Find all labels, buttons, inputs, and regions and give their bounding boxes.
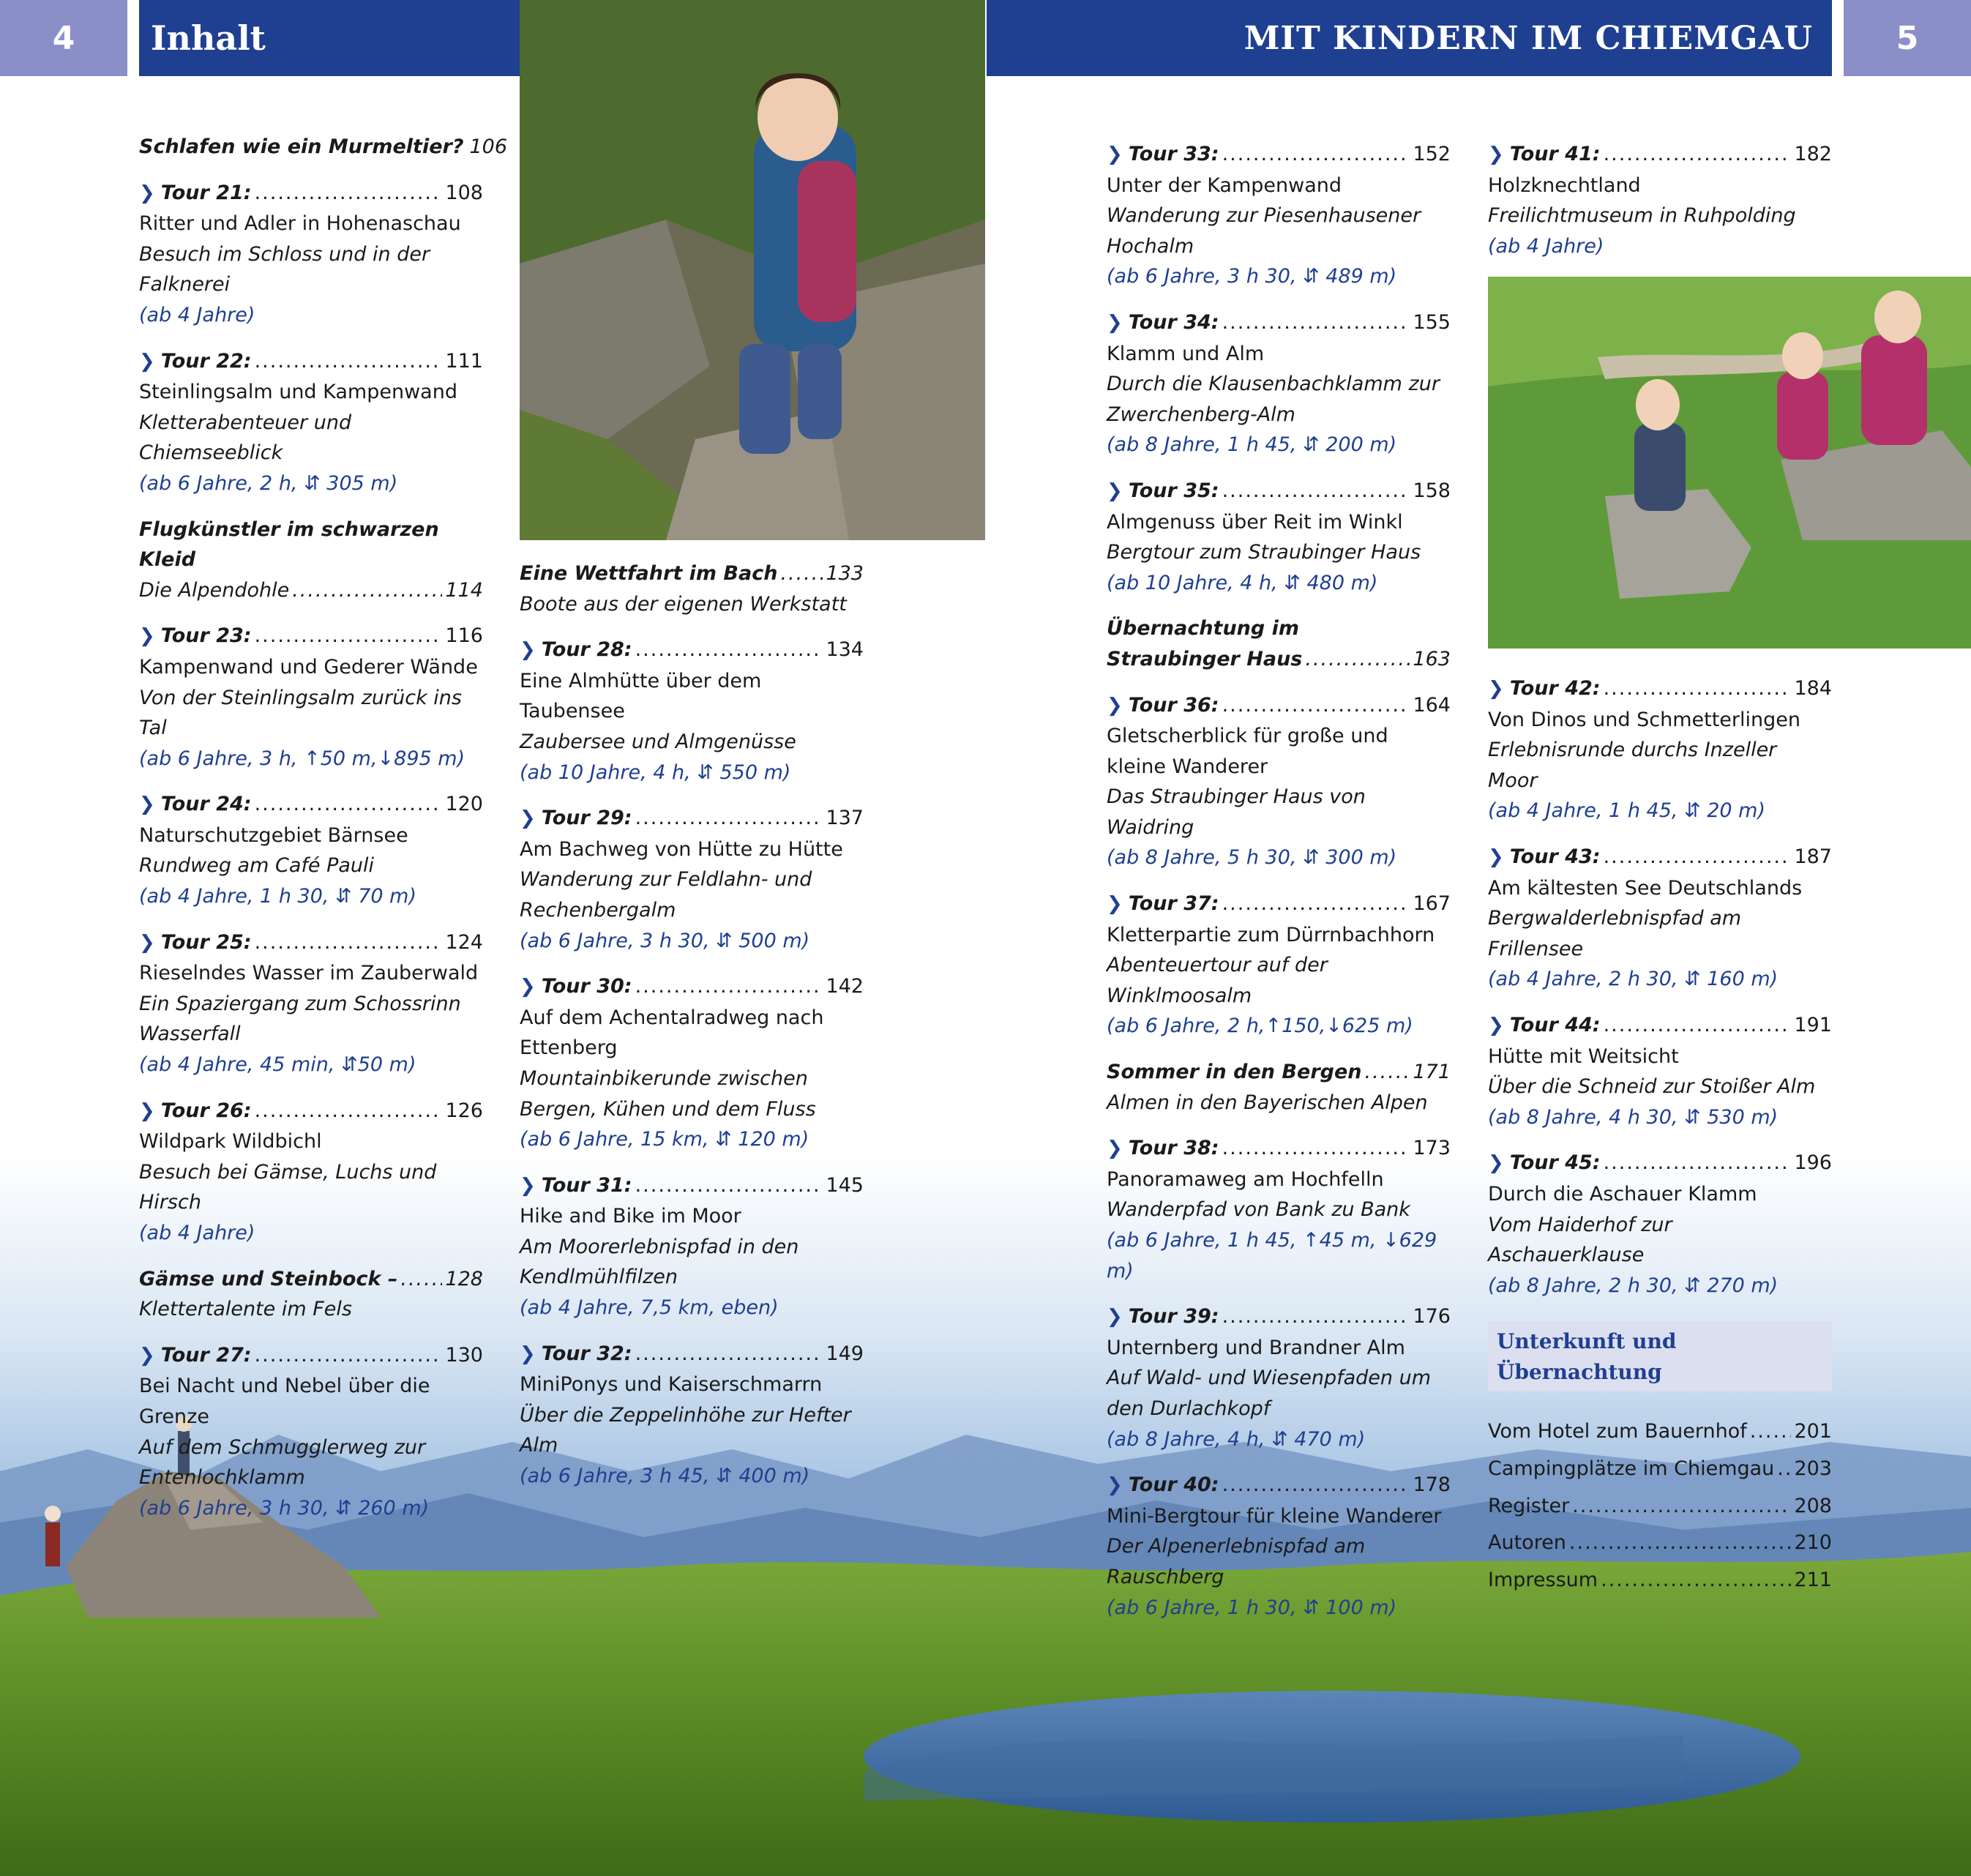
tour-meta: (ab 4 Jahre, 1 h 30, ⇵ 70 m) <box>139 885 417 908</box>
tour-title: Hütte mit Weitsicht <box>1488 1044 1679 1068</box>
leader-dots <box>1219 1133 1410 1164</box>
chevron-right-icon: ❯ <box>1107 1306 1123 1328</box>
toc-tour-entry[interactable] <box>1107 690 1451 874</box>
toc-tour-entry[interactable] <box>139 927 483 1080</box>
tour-title: Steinlingsalm und Kampenwand <box>139 381 457 404</box>
tour-subtitle: Kletterabenteuer und Chiemseeblick <box>139 411 352 465</box>
toc-tour-entry[interactable] <box>1488 1010 1832 1132</box>
tour-label: Tour 35: <box>1128 479 1219 502</box>
leader-dots <box>1601 673 1792 704</box>
chevron-right-icon: ❯ <box>1488 1152 1504 1175</box>
tour-subtitle: Abenteuertour auf der Winklmoosalm <box>1107 954 1328 1007</box>
page-ref: 114 <box>445 578 483 602</box>
toc-column-4-bottom <box>1488 673 1832 1602</box>
toc-tour-entry[interactable] <box>1107 889 1451 1042</box>
leader-dots <box>1219 889 1410 919</box>
leader-dots <box>252 1340 443 1371</box>
tour-subtitle: Wanderpfad von Bank zu Bank <box>1107 1198 1410 1222</box>
tour-title: Am Bachweg von Hütte zu Hütte <box>520 837 843 861</box>
page-title-right: MIT KINDERN IM CHIEMGAU <box>987 0 1832 76</box>
tour-label: Tour 36: <box>1128 693 1219 717</box>
chevron-right-icon: ❯ <box>1107 143 1123 165</box>
page-ref: 176 <box>1413 1305 1451 1328</box>
chevron-right-icon: ❯ <box>1488 845 1504 868</box>
toc-tour-entry[interactable] <box>1488 1148 1832 1301</box>
chevron-right-icon: ❯ <box>1107 311 1123 334</box>
tour-meta: (ab 6 Jahre, 2 h, ⇵ 305 m) <box>139 471 398 495</box>
page-number-left: 4 <box>0 0 127 76</box>
tour-subtitle: Bergwalderlebnispfad am Frillensee <box>1488 907 1742 960</box>
toc-tour-entry[interactable] <box>139 346 483 499</box>
leader-dots <box>632 1170 823 1201</box>
tour-meta: (ab 6 Jahre, 3 h 30, ⇵ 260 m) <box>139 1496 430 1520</box>
leader-dots <box>632 803 823 834</box>
tour-meta: (ab 6 Jahre, 3 h 30, ⇵ 489 m) <box>1107 265 1397 288</box>
leader-dots <box>1774 1454 1791 1484</box>
tour-meta: (ab 6 Jahre, 1 h 45, ↑45 m, ↓629 m) <box>1107 1229 1437 1282</box>
toc-appendix-entry[interactable] <box>1488 1416 1832 1447</box>
tour-title: Kletterpartie zum Dürrnbachhorn <box>1107 923 1435 946</box>
page-ref: 134 <box>826 638 864 662</box>
chevron-right-icon: ❯ <box>520 1174 536 1197</box>
toc-section[interactable] <box>520 558 864 619</box>
tour-meta: (ab 4 Jahre, 45 min, ⇵50 m) <box>139 1053 416 1077</box>
chevron-right-icon: ❯ <box>1107 1137 1123 1160</box>
chevron-right-icon: ❯ <box>520 639 536 662</box>
page-ref: 163 <box>1413 647 1451 670</box>
toc-tour-entry[interactable] <box>1107 1470 1451 1623</box>
tour-meta: (ab 8 Jahre, 4 h, ⇵ 470 m) <box>1107 1427 1366 1451</box>
chevron-right-icon: ❯ <box>139 793 155 816</box>
toc-section[interactable] <box>1107 1057 1451 1118</box>
page-ref: 149 <box>826 1342 864 1365</box>
leader-dots <box>252 789 443 820</box>
appendix-title: Campingplätze im Chiemgau <box>1488 1457 1775 1481</box>
tour-subtitle: Besuch bei Gämse, Luchs und Hirsch <box>139 1160 437 1214</box>
tour-label: Tour 44: <box>1509 1013 1601 1036</box>
leader-dots <box>1598 1565 1791 1596</box>
tour-label: Tour 28: <box>541 638 632 662</box>
leader-dots <box>252 1096 443 1126</box>
toc-appendix-entry[interactable] <box>1488 1565 1832 1596</box>
page-ref: 116 <box>445 624 483 648</box>
page-ref: 145 <box>826 1173 864 1197</box>
leader-dots <box>1219 476 1410 507</box>
toc-column-1 <box>139 132 508 1539</box>
leader-dots <box>1219 1301 1410 1332</box>
page-ref: 128 <box>445 1267 483 1290</box>
toc-tour-entry[interactable] <box>139 621 483 774</box>
leader-dots <box>777 558 823 589</box>
tour-meta: (ab 6 Jahre, 3 h, ↑50 m,↓895 m) <box>139 747 465 770</box>
page-ref: 184 <box>1794 677 1832 700</box>
tour-subtitle: Bergtour zum Straubinger Haus <box>1107 541 1421 564</box>
tour-subtitle: Am Moorerlebnispfad in den Kendlmühlfilzen <box>520 1235 799 1289</box>
tour-title: Holzknechtland <box>1488 173 1641 197</box>
tour-subtitle: Das Straubinger Haus von Waidring <box>1107 785 1366 839</box>
section-subtitle: Boote aus der eigenen Werkstatt <box>520 592 847 616</box>
tour-subtitle: Auf Wald- und Wiesenpfaden um den Durlachkopf <box>1107 1367 1431 1420</box>
leader-dots <box>1219 307 1410 338</box>
tour-subtitle: Der Alpenerlebnispfad am Rauschberg <box>1107 1535 1366 1588</box>
page-ref: 178 <box>1413 1473 1451 1497</box>
tour-title: Gletscherblick für große und kleine Wanderer <box>1107 725 1388 778</box>
tour-meta: (ab 4 Jahre, 7,5 km, eben) <box>520 1296 779 1320</box>
tour-label: Tour 40: <box>1128 1473 1219 1497</box>
tour-title: Naturschutzgebiet Bärnsee <box>139 823 408 847</box>
toc-section[interactable] <box>139 132 508 162</box>
chevron-right-icon: ❯ <box>1488 678 1504 700</box>
tour-title: Almgenuss über Reit im Winkl <box>1107 510 1403 534</box>
leader-dots <box>1569 1491 1791 1522</box>
tour-label: Tour 25: <box>160 930 252 954</box>
tour-subtitle: Besuch im Schloss und in der Falknerei <box>139 242 430 296</box>
leader-dots <box>289 575 442 606</box>
page-ref: 171 <box>1413 1061 1451 1084</box>
leader-dots <box>632 971 823 1002</box>
appendix-title: Impressum <box>1488 1568 1598 1591</box>
page-ref: 152 <box>1413 143 1451 165</box>
leader-dots <box>252 178 443 209</box>
tour-subtitle: Ein Spaziergang zum Schossrinn Wasserfall <box>139 992 461 1046</box>
leader-dots <box>1219 690 1410 721</box>
page-ref: 173 <box>1413 1137 1451 1160</box>
toc-tour-entry[interactable] <box>139 789 483 911</box>
tour-title: Panoramaweg am Hochfelln <box>1107 1167 1384 1191</box>
tour-title: Unternberg und Brandner Alm <box>1107 1336 1405 1359</box>
tour-title: Bei Nacht und Nebel über die Grenze <box>139 1375 430 1428</box>
chevron-right-icon: ❯ <box>139 931 155 954</box>
tour-meta: (ab 8 Jahre, 5 h 30, ⇵ 300 m) <box>1107 846 1397 870</box>
chevron-right-icon: ❯ <box>1488 1014 1504 1036</box>
tour-meta: (ab 6 Jahre, 3 h 30, ⇵ 500 m) <box>520 929 810 952</box>
toc-tour-entry[interactable] <box>1488 673 1832 826</box>
tour-label: Tour 26: <box>160 1099 252 1122</box>
page-ref: 167 <box>1413 892 1451 916</box>
toc-column-4-top <box>1488 139 1832 277</box>
tour-title: Am kältesten See Deutschlands <box>1488 876 1803 900</box>
tour-title: Unter der Kampenwand <box>1107 173 1342 197</box>
toc-tour-entry[interactable] <box>1107 139 1451 292</box>
toc-tour-entry[interactable] <box>1107 1133 1451 1286</box>
leader-dots <box>1566 1528 1792 1558</box>
appendix-title: Autoren <box>1488 1531 1566 1555</box>
chevron-right-icon: ❯ <box>520 976 536 998</box>
tour-subtitle: Rundweg am Café Pauli <box>139 854 375 878</box>
tour-label: Tour 42: <box>1509 677 1601 700</box>
toc-appendix-entry[interactable] <box>1488 1454 1832 1484</box>
section-title: Flugkünstler im schwarzen Kleid <box>139 517 439 572</box>
page-ref: 126 <box>445 1099 483 1122</box>
leader-dots <box>1601 842 1792 872</box>
toc-tour-entry[interactable] <box>520 1339 864 1492</box>
tour-subtitle: Auf dem Schmugglerweg zur Entenlochklamm <box>139 1435 426 1490</box>
page-ref: 137 <box>826 807 864 830</box>
chevron-right-icon: ❯ <box>1107 479 1123 502</box>
tour-title: Klamm und Alm <box>1107 342 1265 365</box>
section-title: Schlafen wie ein Murmeltier? <box>139 135 464 158</box>
page-ref: 130 <box>445 1343 483 1367</box>
page-ref: 108 <box>445 181 483 204</box>
tour-meta: (ab 8 Jahre, 4 h 30, ⇵ 530 m) <box>1488 1105 1779 1129</box>
tour-subtitle: Über die Zeppelinhöhe zur Hefter Alm <box>520 1403 851 1457</box>
tour-label: Tour 38: <box>1128 1137 1219 1160</box>
page-ref: 208 <box>1794 1494 1832 1517</box>
leader-dots <box>1219 139 1410 170</box>
toc-tour-entry[interactable] <box>1488 139 1832 261</box>
chevron-right-icon: ❯ <box>1107 1474 1123 1497</box>
toc-tour-entry[interactable] <box>139 1340 483 1524</box>
tour-title: Von Dinos und Schmetterlingen <box>1488 708 1800 731</box>
leader-dots <box>1601 139 1792 170</box>
toc-section[interactable] <box>139 515 483 606</box>
tour-meta: (ab 4 Jahre) <box>1488 234 1604 258</box>
section-title: Eine Wettfahrt im Bach <box>520 562 778 585</box>
leader-dots <box>1219 1470 1410 1501</box>
tour-title: Eine Almhütte über dem Taubensee <box>520 669 762 723</box>
tour-label: Tour 34: <box>1128 310 1219 334</box>
tour-title: Auf dem Achentalradweg nach Ettenberg <box>520 1006 824 1060</box>
tour-label: Tour 45: <box>1509 1151 1601 1175</box>
leader-dots <box>397 1264 442 1295</box>
section-title-line2: Straubinger Haus <box>1107 647 1303 670</box>
toc-tour-entry[interactable] <box>139 1096 483 1249</box>
tour-subtitle: Wanderung zur Piesenhausener Hochalm <box>1107 204 1421 258</box>
tour-subtitle: Freilichtmuseum in Ruhpolding <box>1488 204 1796 228</box>
tour-subtitle: Wanderung zur Feldlahn- und Rechenbergalm <box>520 868 812 922</box>
tour-label: Tour 41: <box>1509 143 1601 165</box>
page-ref: 133 <box>826 562 864 585</box>
page-ref: 158 <box>1413 479 1451 502</box>
tour-label: Tour 24: <box>160 793 252 816</box>
tour-label: Tour 30: <box>541 975 632 998</box>
tour-label: Tour 29: <box>541 807 632 830</box>
tour-meta: (ab 10 Jahre, 4 h, ⇵ 550 m) <box>520 761 791 784</box>
tour-label: Tour 21: <box>160 181 252 204</box>
tour-meta: (ab 4 Jahre, 2 h 30, ⇵ 160 m) <box>1488 968 1779 991</box>
appendix-title: Register <box>1488 1494 1570 1517</box>
tour-meta: (ab 6 Jahre, 1 h 30, ⇵ 100 m) <box>1107 1596 1397 1619</box>
chevron-right-icon: ❯ <box>1488 143 1504 165</box>
tour-subtitle: Durch die Klausenbachklamm zur Zwerchenberg-Alm <box>1107 373 1440 426</box>
unterkunft-heading: Unterkunft und Übernachtung <box>1488 1322 1832 1391</box>
page-ref: 164 <box>1413 693 1451 717</box>
chevron-right-icon: ❯ <box>139 350 155 373</box>
chevron-right-icon: ❯ <box>520 1342 536 1365</box>
toc-tour-entry[interactable] <box>1488 842 1832 995</box>
page-number-right: 5 <box>1844 0 1971 76</box>
photo-children-on-rock <box>1488 277 1971 649</box>
leader-dots <box>252 346 443 377</box>
chevron-right-icon: ❯ <box>139 1099 155 1122</box>
page-ref: 211 <box>1794 1568 1832 1591</box>
toc-tour-entry[interactable] <box>520 971 864 1155</box>
page-ref: 182 <box>1794 143 1832 165</box>
leader-dots <box>1601 1148 1792 1178</box>
toc-column-2 <box>520 558 864 1507</box>
chevron-right-icon: ❯ <box>139 625 155 648</box>
tour-title: Hike and Bike im Moor <box>520 1205 741 1228</box>
tour-meta: (ab 4 Jahre) <box>139 303 255 326</box>
tour-label: Tour 33: <box>1128 143 1219 165</box>
chevron-right-icon: ❯ <box>520 807 536 830</box>
tour-label: Tour 31: <box>541 1173 632 1197</box>
page-ref: 203 <box>1794 1457 1832 1481</box>
tour-meta: (ab 8 Jahre, 2 h 30, ⇵ 270 m) <box>1488 1274 1779 1297</box>
leader-dots <box>1302 644 1410 675</box>
chevron-right-icon: ❯ <box>139 1344 155 1367</box>
section-title: Sommer in den Bergen <box>1107 1061 1362 1084</box>
section-title: Übernachtung im <box>1107 617 1300 640</box>
section-title: Gämse und Steinbock – <box>139 1267 398 1290</box>
page-ref: 191 <box>1794 1013 1832 1036</box>
tour-title: Ritter und Adler in Hohenaschau <box>139 212 461 236</box>
photo-girl-on-trail <box>520 0 985 540</box>
page-title-left: Inhalt <box>139 0 520 76</box>
toc-appendix-entry[interactable] <box>1488 1491 1832 1522</box>
leader-dots <box>1362 1057 1410 1088</box>
tour-subtitle: Erlebnisrunde durchs Inzeller Moor <box>1488 739 1777 792</box>
tour-subtitle: Mountainbikerunde zwischen Bergen, Kühen und dem Fluss <box>520 1066 816 1121</box>
chevron-right-icon: ❯ <box>139 182 155 204</box>
leader-dots <box>632 1339 823 1369</box>
page-ref: 111 <box>445 349 483 373</box>
leader-dots <box>252 621 443 651</box>
leader-dots <box>1747 1416 1792 1447</box>
tour-label: Tour 22: <box>160 349 252 373</box>
tour-label: Tour 43: <box>1509 845 1601 868</box>
tour-meta: (ab 10 Jahre, 4 h, ⇵ 480 m) <box>1107 571 1378 594</box>
tour-label: Tour 32: <box>541 1342 632 1365</box>
tour-meta: (ab 6 Jahre, 15 km, ⇵ 120 m) <box>520 1128 809 1151</box>
chevron-right-icon: ❯ <box>1107 893 1123 916</box>
tour-title: Mini-Bergtour für kleine Wanderer <box>1107 1504 1442 1528</box>
tour-meta: (ab 6 Jahre, 3 h 45, ⇵ 400 m) <box>520 1465 810 1488</box>
chevron-right-icon: ❯ <box>1107 694 1123 717</box>
toc-tour-entry[interactable] <box>520 1170 864 1323</box>
page-ref: 187 <box>1794 845 1832 868</box>
tour-title: Durch die Aschauer Klamm <box>1488 1182 1757 1206</box>
toc-section[interactable] <box>1107 613 1451 674</box>
tour-subtitle: Zaubersee und Almgenüsse <box>520 730 796 753</box>
tour-subtitle: Vom Haiderhof zur Aschauerklause <box>1488 1213 1672 1267</box>
page-ref: 124 <box>445 930 483 954</box>
toc-tour-entry[interactable] <box>520 635 864 788</box>
page-ref: 155 <box>1413 310 1451 334</box>
toc-tour-entry[interactable] <box>1107 476 1451 598</box>
page-ref: 210 <box>1794 1531 1832 1555</box>
tour-meta: (ab 4 Jahre, 1 h 45, ⇵ 20 m) <box>1488 799 1766 823</box>
toc-tour-entry[interactable] <box>139 178 483 331</box>
toc-tour-entry[interactable] <box>520 803 864 956</box>
appendix-title: Vom Hotel zum Bauernhof <box>1488 1420 1747 1443</box>
toc-section[interactable] <box>139 1264 483 1325</box>
tour-meta: (ab 4 Jahre) <box>139 1222 255 1244</box>
tour-label: Tour 27: <box>160 1343 252 1367</box>
tour-subtitle: Über die Schneid zur Stoißer Alm <box>1488 1075 1816 1099</box>
tour-meta: (ab 6 Jahre, 2 h,↑150,↓625 m) <box>1107 1014 1413 1038</box>
tour-title: MiniPonys und Kaiserschmarrn <box>520 1373 823 1397</box>
page-ref: 201 <box>1794 1420 1832 1443</box>
tour-label: Tour 37: <box>1128 892 1219 916</box>
toc-column-3 <box>1107 139 1451 1638</box>
page-ref: 106 <box>469 135 508 158</box>
page-ref: 196 <box>1794 1151 1832 1175</box>
tour-title: Kampenwand und Gederer Wände <box>139 655 478 679</box>
toc-tour-entry[interactable] <box>1107 307 1451 460</box>
tour-label: Tour 23: <box>160 624 252 648</box>
section-subtitle: Klettertalente im Fels <box>139 1298 352 1321</box>
leader-dots <box>632 635 823 665</box>
section-subtitle: Almen in den Bayerischen Alpen <box>1107 1091 1428 1114</box>
section-subtitle: Die Alpendohle <box>139 578 290 602</box>
tour-label: Tour 39: <box>1128 1305 1219 1328</box>
page-ref: 120 <box>445 793 483 816</box>
toc-appendix-entry[interactable] <box>1488 1528 1832 1558</box>
page-ref: 142 <box>826 975 864 998</box>
leader-dots <box>1601 1010 1792 1041</box>
tour-title: Wildpark Wildbichl <box>139 1130 322 1154</box>
tour-subtitle: Von der Steinlingsalm zurück ins Tal <box>139 686 462 740</box>
leader-dots <box>252 927 443 958</box>
toc-tour-entry[interactable] <box>1107 1301 1451 1454</box>
tour-title: Rieselndes Wasser im Zauberwald <box>139 962 479 985</box>
tour-meta: (ab 8 Jahre, 1 h 45, ⇵ 200 m) <box>1107 433 1397 457</box>
